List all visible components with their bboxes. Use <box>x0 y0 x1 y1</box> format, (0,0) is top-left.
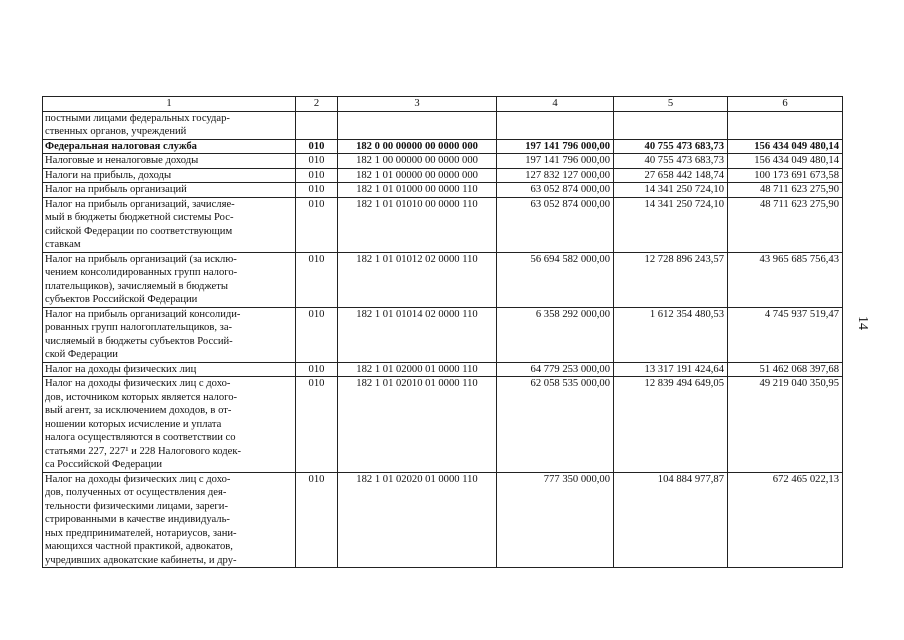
table-row <box>43 472 843 568</box>
row-name-line: стрированными в качестве индивидуаль- <box>45 514 230 525</box>
row-kbk-cell: 182 1 01 02000 01 0000 110 <box>338 362 497 377</box>
row-kbk-cell: 182 1 01 01000 00 0000 110 <box>338 183 497 198</box>
row-code-cell: 010 <box>296 252 338 307</box>
row-name-line: учредивших адвокатские кабинеты, и дру- <box>45 554 237 566</box>
row-code-cell: 010 <box>296 154 338 169</box>
row-code-cell: 010 <box>296 307 338 362</box>
row-approved-cell: 6 358 292 000,00 <box>497 307 614 362</box>
row-kbk-cell: 182 1 01 01012 02 0000 110 <box>338 252 497 307</box>
row-name-line: ставкам <box>45 239 81 250</box>
row-executed-cell: 40 755 473 683,73 <box>614 154 728 169</box>
header-cell-6: 6 <box>728 97 843 112</box>
row-name-line: налога осуществляются в соответствии со <box>45 432 236 443</box>
row-executed-cell: 40 755 473 683,73 <box>614 139 728 154</box>
row-approved-cell: 127 832 127 000,00 <box>497 168 614 183</box>
row-code-cell: 010 <box>296 168 338 183</box>
row-executed-cell: 14 341 250 724,10 <box>614 183 728 198</box>
row-remaining-cell: 48 711 623 275,90 <box>728 183 843 198</box>
row-name-line: мающихся частной практикой, адвокатов, <box>45 541 233 552</box>
budget-table <box>42 96 843 568</box>
table-row <box>43 362 843 377</box>
row-approved-cell: 62 058 535 000,00 <box>497 377 614 473</box>
row-name-cell <box>43 183 296 198</box>
header-cell-4: 4 <box>497 97 614 112</box>
row-name-line: Налог на доходы физических лиц <box>45 363 197 375</box>
row-name-line: статьями 227, 227¹ и 228 Налогового кодек- <box>45 445 242 457</box>
row-name-line: Налог на доходы физических лиц с дохо- <box>45 473 231 485</box>
row-name-line: ственных органов, учреждений <box>45 126 187 137</box>
row-kbk-cell: 182 1 01 02010 01 0000 110 <box>338 377 497 473</box>
row-kbk-cell: 182 0 00 00000 00 0000 000 <box>338 139 497 154</box>
row-executed-cell: 13 317 191 424,64 <box>614 362 728 377</box>
row-name-line: тельности физическими лицами, зареги- <box>45 500 228 512</box>
table-row <box>43 183 843 198</box>
row-name-line: числяемый в бюджеты субъектов Россий- <box>45 335 233 347</box>
row-kbk-cell: 182 1 01 01010 00 0000 110 <box>338 197 497 252</box>
row-code-cell: 010 <box>296 472 338 568</box>
row-executed-cell: 104 884 977,87 <box>614 472 728 568</box>
table-row <box>43 377 843 473</box>
row-executed-cell: 14 341 250 724,10 <box>614 197 728 252</box>
table-row <box>43 307 843 362</box>
row-code-cell: 010 <box>296 139 338 154</box>
row-executed-cell: 1 612 354 480,53 <box>614 307 728 362</box>
header-row <box>43 97 843 112</box>
row-remaining-cell: 672 465 022,13 <box>728 472 843 568</box>
row-kbk-cell: 182 1 01 01014 02 0000 110 <box>338 307 497 362</box>
row-name-cell <box>43 362 296 377</box>
row-code-cell: 010 <box>296 197 338 252</box>
table-row <box>43 111 843 139</box>
row-executed-cell: 27 658 442 148,74 <box>614 168 728 183</box>
row-remaining-cell: 51 462 068 397,68 <box>728 362 843 377</box>
table-row <box>43 168 843 183</box>
row-remaining-cell <box>728 111 843 139</box>
table-row <box>43 197 843 252</box>
row-code-cell: 010 <box>296 362 338 377</box>
row-name-line: дов, полученных от осуществления дея- <box>45 487 227 498</box>
row-code-cell: 010 <box>296 183 338 198</box>
row-name-line: чением консолидированных групп налого- <box>45 267 238 278</box>
row-code-cell <box>296 111 338 139</box>
row-name-line: Налог на прибыль организаций, зачисляе- <box>45 198 235 210</box>
row-executed-cell: 12 728 896 243,57 <box>614 252 728 307</box>
header-cell-2: 2 <box>296 97 338 112</box>
row-name-cell <box>43 168 296 183</box>
row-remaining-cell: 100 173 691 673,58 <box>728 168 843 183</box>
row-kbk-cell: 182 1 01 02020 01 0000 110 <box>338 472 497 568</box>
row-name-line: ных предпринимателей, нотариусов, зани- <box>45 527 237 539</box>
page-number: 14 <box>855 316 870 330</box>
row-approved-cell: 63 052 874 000,00 <box>497 183 614 198</box>
table-row <box>43 252 843 307</box>
row-name-line: рованных групп налогоплательщиков, за- <box>45 322 233 333</box>
row-name-line: вый агент, за исключением доходов, в от- <box>45 405 232 416</box>
row-remaining-cell: 43 965 685 756,43 <box>728 252 843 307</box>
row-name-cell <box>43 111 296 139</box>
row-remaining-cell: 156 434 049 480,14 <box>728 139 843 154</box>
row-name-line: ской Федерации <box>45 349 118 360</box>
row-name-line: Налоги на прибыль, доходы <box>45 169 172 181</box>
row-name-cell <box>43 154 296 169</box>
row-remaining-cell: 156 434 049 480,14 <box>728 154 843 169</box>
row-executed-cell <box>614 111 728 139</box>
row-name-line: сийской Федерации по соответствующим <box>45 225 233 237</box>
row-approved-cell: 197 141 796 000,00 <box>497 139 614 154</box>
row-approved-cell: 64 779 253 000,00 <box>497 362 614 377</box>
header-cell-3: 3 <box>338 97 497 112</box>
row-approved-cell <box>497 111 614 139</box>
row-name-line: плательщиков), зачисляемый в бюджеты <box>45 280 228 292</box>
row-name-line: Налог на прибыль организаций (за исклю- <box>45 253 237 265</box>
row-name-line: Налог на доходы физических лиц с дохо- <box>45 378 231 389</box>
row-name-line: Налог на прибыль организаций консолиди- <box>45 308 241 320</box>
header-cell-1: 1 <box>43 97 296 112</box>
row-name-cell <box>43 472 296 568</box>
table-row <box>43 154 843 169</box>
row-name-cell <box>43 377 296 473</box>
row-approved-cell: 777 350 000,00 <box>497 472 614 568</box>
row-name-line: са Российской Федерации <box>45 459 163 470</box>
table-body <box>43 97 843 568</box>
row-approved-cell: 56 694 582 000,00 <box>497 252 614 307</box>
row-name-line: постными лицами федеральных государ- <box>45 112 230 124</box>
header-cell-5: 5 <box>614 97 728 112</box>
row-kbk-cell: 182 1 01 00000 00 0000 000 <box>338 168 497 183</box>
row-name-cell <box>43 252 296 307</box>
row-approved-cell: 63 052 874 000,00 <box>497 197 614 252</box>
row-name-cell <box>43 139 296 154</box>
row-name-cell <box>43 197 296 252</box>
row-name-line: дов, источником которых является налого- <box>45 391 238 403</box>
row-executed-cell: 12 839 494 649,05 <box>614 377 728 473</box>
row-remaining-cell: 4 745 937 519,47 <box>728 307 843 362</box>
row-code-cell: 010 <box>296 377 338 473</box>
row-remaining-cell: 49 219 040 350,95 <box>728 377 843 473</box>
row-name-line: Федеральная налоговая служба <box>45 140 197 152</box>
row-name-line: субъектов Российской Федерации <box>45 294 198 305</box>
row-remaining-cell: 48 711 623 275,90 <box>728 197 843 252</box>
row-kbk-cell: 182 1 00 00000 00 0000 000 <box>338 154 497 169</box>
table-row <box>43 139 843 154</box>
row-name-line: ношении которых исчисление и уплата <box>45 418 222 430</box>
row-approved-cell: 197 141 796 000,00 <box>497 154 614 169</box>
row-name-cell <box>43 307 296 362</box>
row-name-line: мый в бюджеты бюджетной системы Рос- <box>45 212 234 223</box>
row-name-line: Налог на прибыль организаций <box>45 184 187 195</box>
row-name-line: Налоговые и неналоговые доходы <box>45 155 199 166</box>
row-kbk-cell <box>338 111 497 139</box>
